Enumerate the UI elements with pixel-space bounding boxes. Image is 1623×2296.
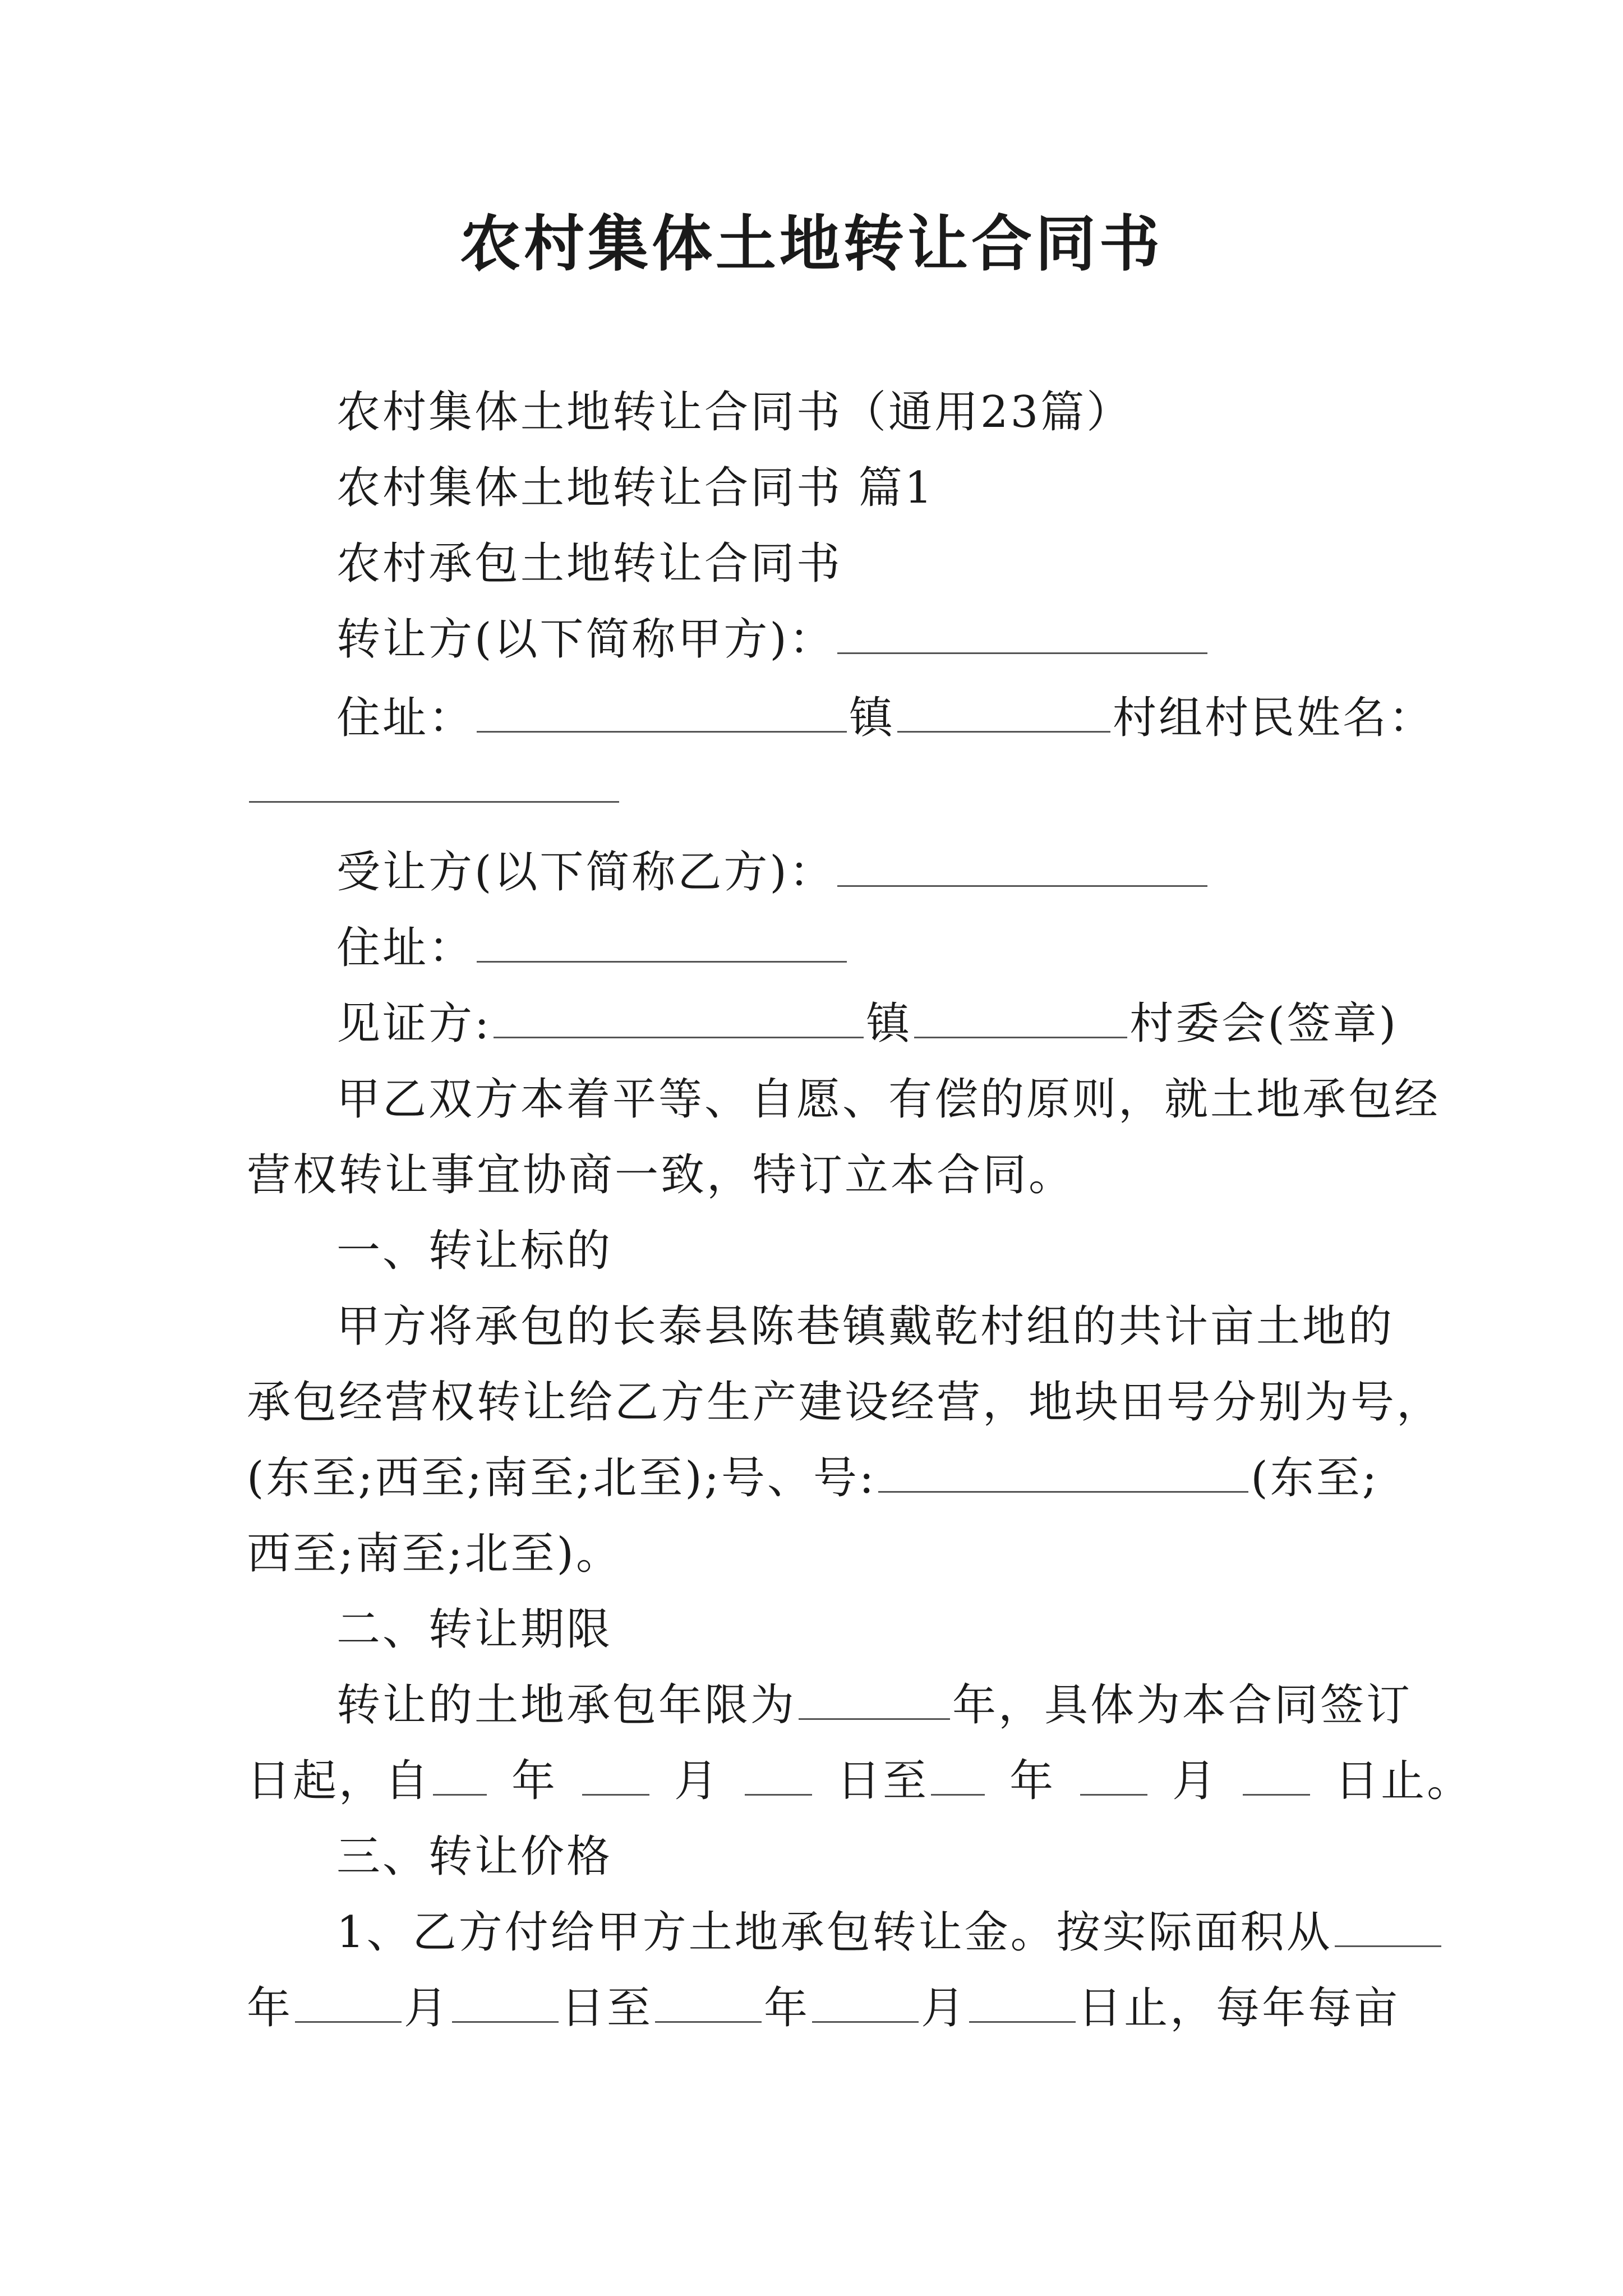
address-line-2 [336, 917, 849, 979]
transferee-line [336, 841, 1210, 903]
section2-p2 [247, 1750, 1473, 1812]
witness-town-blank [914, 996, 1127, 1038]
end-month-blank [1080, 1754, 1147, 1796]
price-end-month-blank [812, 1981, 919, 2023]
price-end-year-label: 年 [764, 1983, 810, 2033]
section1-p3 [247, 1447, 1379, 1509]
town-label: 镇 [849, 693, 896, 743]
village-group-name-label: 村组村民姓名： [1113, 693, 1435, 743]
name-blank-line [247, 757, 621, 819]
price-year-label: 年 [247, 1983, 293, 2033]
end-year-blank [931, 1754, 985, 1796]
start-day-blank [745, 1754, 812, 1796]
section3-title: 三、转让价格 [336, 1832, 613, 1882]
end-day-label: 日止。 [1335, 1756, 1473, 1806]
price-end-year-blank [655, 1981, 762, 2023]
section3-p1 [336, 1902, 1444, 1963]
transferee-blank [837, 845, 1207, 887]
end-day-blank [1243, 1754, 1310, 1796]
section1-p1: 甲方将承包的长泰县陈巷镇戴乾村组的共计亩土地的 [336, 1301, 1395, 1352]
section1-p2: 承包经营权转让给乙方生产建设经营，地块田号分别为号， [247, 1377, 1443, 1428]
end-month-label: 月 [1172, 1756, 1219, 1806]
address-line [336, 687, 1435, 749]
subtitle: 农村集体土地转让合同书（通用23篇） [336, 387, 1133, 438]
para-intro-1: 甲乙双方本着平等、自愿、有偿的原则，就土地承包经 [336, 1074, 1441, 1125]
witness-label: 见证方: [336, 999, 492, 1049]
price-month-label: 月 [404, 1983, 450, 2033]
document-title: 农村集体土地转让合同书 [459, 209, 1163, 279]
price-month-blank [295, 1981, 402, 2023]
address-label: 住址： [336, 693, 475, 743]
start-month-blank [582, 1754, 649, 1796]
price-tail-text: 日止，每年每亩 [1078, 1983, 1400, 2033]
section3-p2 [247, 1977, 1400, 2039]
start-day-label: 日至 [837, 1756, 929, 1806]
witness-blank [494, 996, 864, 1038]
address-blank-2 [477, 921, 847, 963]
section1-p4: 西至;南至;北至)。 [247, 1529, 622, 1579]
term-years-blank [799, 1678, 950, 1720]
para-intro-2: 营权转让事宜协商一致，特订立本合同。 [247, 1150, 1075, 1200]
price-start-year-blank [1335, 1905, 1441, 1947]
start-year-blank [433, 1754, 487, 1796]
transferor-blank [837, 612, 1207, 654]
section3-p1-text: 1、乙方付给甲方土地承包转让金。按实际面积从 [336, 1907, 1332, 1958]
address-label-2: 住址： [336, 923, 475, 973]
start-year-label: 年 [511, 1756, 558, 1806]
section1-p3-start: (东至;西至;南至;北至);号、号: [247, 1453, 877, 1503]
section1-plot-blank [878, 1451, 1248, 1493]
witness-line [336, 993, 1398, 1055]
start-month-label: 月 [674, 1756, 721, 1806]
part-heading: 农村集体土地转让合同书 篇1 [336, 463, 935, 513]
price-day-blank [452, 1981, 559, 2023]
section1-title: 一、转让标的 [336, 1226, 613, 1276]
section2-p1 [336, 1674, 1412, 1736]
section2-title: 二、转让期限 [336, 1604, 613, 1655]
transferor-line [336, 609, 1210, 670]
name-blank [249, 761, 619, 803]
price-end-day-blank [969, 1981, 1076, 2023]
address-blank [477, 691, 847, 733]
town-blank [897, 691, 1110, 733]
price-end-month-label: 月 [921, 1983, 967, 2033]
section1-p3-end: (东至; [1251, 1453, 1379, 1503]
contract-name: 农村承包土地转让合同书 [336, 539, 843, 589]
transferee-label: 受让方(以下简称乙方)： [336, 847, 835, 898]
section2-p1-start: 转让的土地承包年限为 [336, 1680, 797, 1731]
village-committee-label: 村委会(签章) [1129, 999, 1399, 1049]
section2-p1-end: 年，具体为本合同签订 [952, 1680, 1413, 1731]
section2-p2-start: 日起，自 [247, 1756, 431, 1806]
price-day-label: 日至 [561, 1983, 653, 2033]
transferor-label: 转让方(以下简称甲方)： [336, 614, 835, 665]
end-year-label: 年 [1009, 1756, 1056, 1806]
witness-town-label: 镇 [866, 999, 912, 1049]
